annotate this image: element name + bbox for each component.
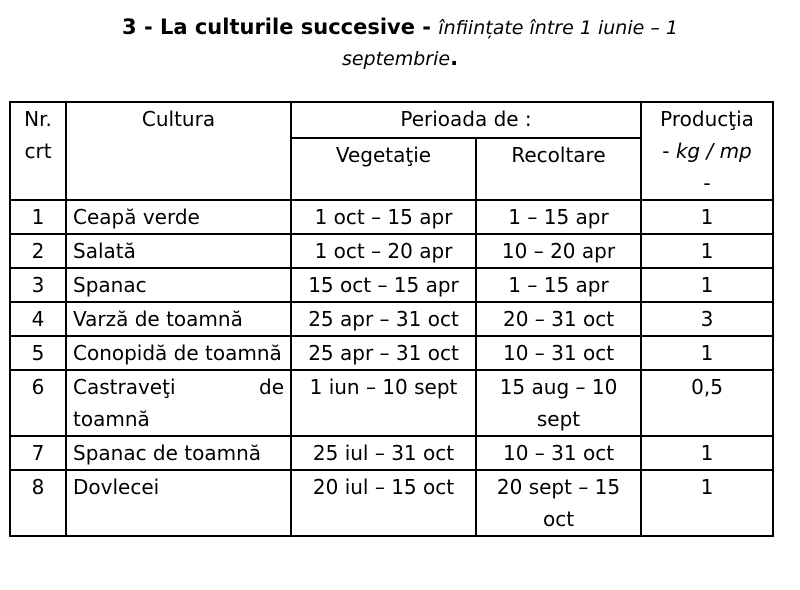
table-row [10, 234, 773, 268]
heading-subtitle-line2: septembrie [341, 48, 451, 70]
cell-recoltare: 15 aug – 10 sept [476, 370, 641, 436]
cell-cultura: Castraveţi de toamnă [66, 370, 291, 436]
cell-vegetatie: 25 apr – 31 oct [291, 336, 476, 370]
cell-recoltare: 1 – 15 apr [476, 200, 641, 234]
header-cultura: Cultura [66, 102, 291, 200]
cell-nr: 7 [10, 436, 66, 470]
header-productia-label: Producţia [660, 107, 754, 131]
cell-nr: 4 [10, 302, 66, 336]
cell-vegetatie: 1 oct – 15 apr [291, 200, 476, 234]
cell-cultura: Salată [66, 234, 291, 268]
cell-recoltare: 20 – 31 oct [476, 302, 641, 336]
header-row-top [10, 102, 773, 138]
cell-productia: 1 [641, 268, 773, 302]
cell-productia: 1 [641, 234, 773, 268]
cell-cultura: Ceapă verde [66, 200, 291, 234]
heading-number: 3 - [122, 15, 160, 39]
cell-cultura: Spanac [66, 268, 291, 302]
crops-table [9, 101, 774, 537]
cell-productia: 1 [641, 470, 773, 536]
cell-nr: 1 [10, 200, 66, 234]
header-productia [641, 102, 773, 200]
cell-cultura: Varză de toamnă [66, 302, 291, 336]
cell-nr: 3 [10, 268, 66, 302]
heading-subtitle-line1: înființate între 1 iunie – 1 [438, 17, 678, 39]
page-heading [0, 12, 800, 74]
heading-dash: - [414, 15, 439, 39]
table-row [10, 200, 773, 234]
cell-recoltare: 10 – 20 apr [476, 234, 641, 268]
header-productia-unit: kg / mp [675, 139, 752, 163]
table-row [10, 436, 773, 470]
cell-recoltare: 20 sept – 15 oct [476, 470, 641, 536]
cell-nr: 8 [10, 470, 66, 536]
cell-nr: 5 [10, 336, 66, 370]
header-vegetatie: Vegetaţie [291, 138, 476, 200]
table-row [10, 268, 773, 302]
header-nr: Nr. crt [10, 102, 66, 200]
cell-vegetatie: 15 oct – 15 apr [291, 268, 476, 302]
cell-productia: 1 [641, 200, 773, 234]
cell-cultura: Dovlecei [66, 470, 291, 536]
table-row [10, 302, 773, 336]
cell-recoltare: 10 – 31 oct [476, 336, 641, 370]
cell-nr: 2 [10, 234, 66, 268]
cell-vegetatie: 25 apr – 31 oct [291, 302, 476, 336]
header-perioada: Perioada de : [291, 102, 641, 138]
cell-recoltare: 10 – 31 oct [476, 436, 641, 470]
cell-cultura: Conopidă de toamnă [66, 336, 291, 370]
cell-productia: 0,5 [641, 370, 773, 436]
cell-vegetatie: 1 iun – 10 sept [291, 370, 476, 436]
heading-period: . [450, 46, 459, 70]
header-productia-dash-left: - [662, 139, 670, 163]
cell-vegetatie: 1 oct – 20 apr [291, 234, 476, 268]
cell-vegetatie: 20 iul – 15 oct [291, 470, 476, 536]
cell-recoltare: 1 – 15 apr [476, 268, 641, 302]
cell-productia: 1 [641, 336, 773, 370]
header-recoltare: Recoltare [476, 138, 641, 200]
header-productia-dash-right: - [703, 171, 711, 195]
heading-title: La culturile succesive [160, 15, 415, 39]
table-row [10, 470, 773, 536]
cell-vegetatie: 25 iul – 31 oct [291, 436, 476, 470]
table-row [10, 370, 773, 436]
cell-productia: 1 [641, 436, 773, 470]
cell-nr: 6 [10, 370, 66, 436]
cell-cultura: Spanac de toamnă [66, 436, 291, 470]
cell-productia: 3 [641, 302, 773, 336]
table-row [10, 336, 773, 370]
